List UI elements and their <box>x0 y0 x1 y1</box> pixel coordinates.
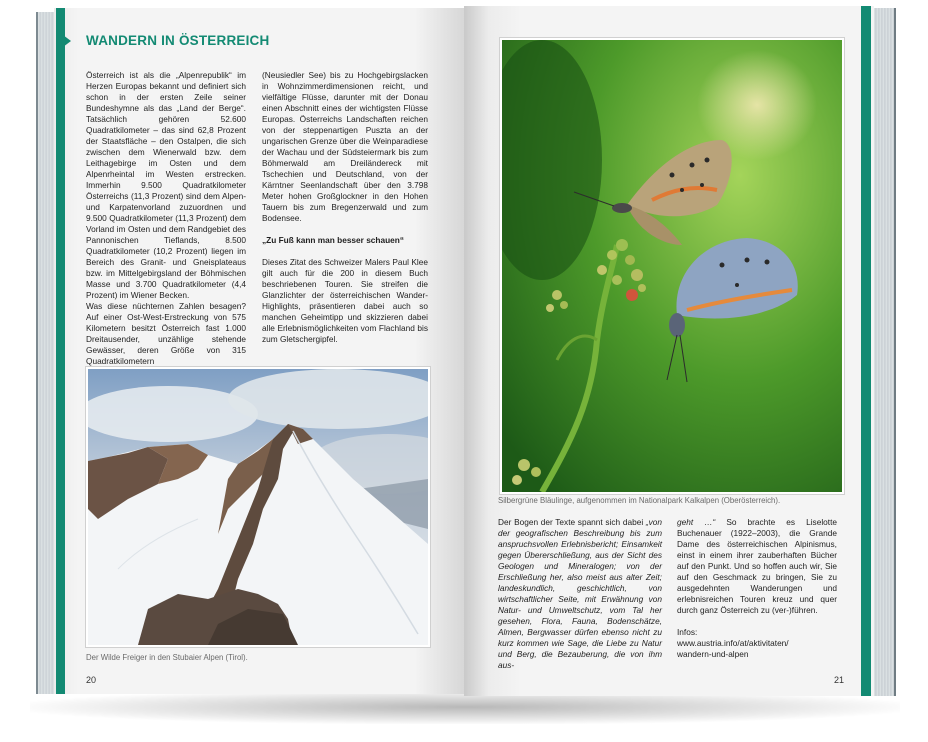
left-column-2 <box>262 70 428 345</box>
left-column-1 <box>86 70 246 367</box>
page-number-right: 21 <box>834 675 845 685</box>
quotation: „von der geografischen Beschreibung bis zum anspruchsvollen Erlebnisbericht; Einsamkeit gegen Übererschließung, aus der Sicht des Geologen und Mineralogen; von der Erschließung her, also meist aus alter Zeit; landeskundlich, geschichtlich, von wirtschaftlicher Seite, mit Erwähnung von Natur- und Umweltschutz, vom Tal her gesehen, Flora, Fauna, Bodenschätze, Almen, Bergwasser dürfen ebenso nicht zu kurz kommen wie Sage, die Liebe zu Natur und Berg, die Bezauberung, die von ihm aus- <box>498 517 662 670</box>
paragraph <box>677 517 837 616</box>
butterfly-photo <box>500 38 844 494</box>
page-edges-right <box>872 8 896 696</box>
page-number-left: 20 <box>86 675 97 685</box>
subheading: „Zu Fuß kann man besser schauen“ <box>262 235 405 245</box>
info-link[interactable]: wandern-und-alpen <box>677 649 749 659</box>
paragraph <box>498 517 662 671</box>
mountain-photo <box>86 367 430 647</box>
paragraph-intro: Der Bogen der Texte spannt sich dabei <box>498 517 646 527</box>
right-column-2 <box>677 517 837 660</box>
paragraph: Dieses Zitat des Schweizer Malers Paul Klee gilt auch für die 200 in diesem Buch beschriebenen Touren. Sie streifen die Glanzlichter der österreichischen Wander-Highlights, präsentieren dabei auch so manchen Geheimtipp und skizzieren dabei alle Erlebnismöglichkeiten vom Flachland bis zum Gletschergipfel. <box>262 257 428 344</box>
photo-caption-left: Der Wilde Freiger in den Stubaier Alpen (Tirol). <box>86 653 248 662</box>
photo-caption-right: Silbergrüne Bläulinge, aufgenommen im Nationalpark Kalkalpen (Oberösterreich). <box>498 496 781 505</box>
accent-band-right <box>861 6 871 696</box>
heading-arrow-icon <box>63 35 71 47</box>
section-heading: WANDERN IN ÖSTERREICH <box>86 33 270 48</box>
quotation-end: geht …“ <box>677 517 716 527</box>
paragraph: Was diese nüchternen Zahlen besagen? Auf einer Ost-West-Erstreckung von 575 Kilometern besitzt Österreich fast 1.000 Dreitausender, unzählige stehende Gewässer, deren Größe von 315 Quadratkilometern <box>86 301 246 366</box>
paragraph: Österreich ist als die „Alpenrepublik“ im Herzen Europas bekannt und definiert sich schon in der ersten Zeile seiner Bundeshymne als das „Land der Berge“. Tatsächlich gehören 52.600 Quadratkilometer – das sind 62,8 Prozent der Staatsfläche – den Ostalpen, die sich zwischen dem Wienerwald bzw. dem Leithagebirge im Osten und dem Alpenrheintal im Westen erstrecken. Immerhin 9.500 Quadratkilometer Österreichs (11,3 Prozent) sind dem Alpen- und Karpatenvorland zuzuordnen und 9.500 Quadratkilometer (11,3 Prozent) dem Vorland im Osten und dem Randgebiet des Pannonischen Tieflands, 8.500 Quadratkilometer (10,2 Prozent) liegen im Bereich des Granit- und Gneisplateaus bzw. im Mittelgebirgsland der Böhmischen Masse und 3.700 Quadratkilometer (4,4 Prozent) im Wiener Becken. <box>86 70 246 300</box>
accent-band-left <box>56 8 65 694</box>
info-link[interactable]: www.austria.info/at/aktivitaten/ <box>677 638 789 648</box>
paragraph-body: So brachte es Liselotte Buchenauer (1922–2003), die Grande Dame des österreichischen Alpinismus, einst in einem ihrer zauberhaften Bücher auf den Punkt. Und so hoffen auch wir, Sie auf den Geschmack zu bringen, Sie zu ausgedehnten Wanderungen und erlebnisreichen Touren kreuz und quer durch ganz Österreich zu (ver-)führen. <box>677 517 838 615</box>
right-column-1 <box>498 517 662 671</box>
info-label: Infos: <box>677 627 698 637</box>
paragraph: (Neusiedler See) bis zu Hochgebirgslacken in Wohnzimmerdimensionen reicht, und vielfältige Flüsse, darunter mit der Donau einen Abschnitt eines der wichtigsten Flüsse Europas. Österreichs Landschaften reichen von der steppenartigen Puszta an der ungarischen Grenze über die Weinparadiese der Wachau und der Südsteiermark bis zum Böhmerwald am Dreiländereck mit Tschechien und Deutschland, von der Kärntner Seenlandschaft über den 3.798 Meter hohen Großglockner in den Hohen Tauern bis zum Bregenzerwald und zum Bodensee. <box>262 70 428 223</box>
